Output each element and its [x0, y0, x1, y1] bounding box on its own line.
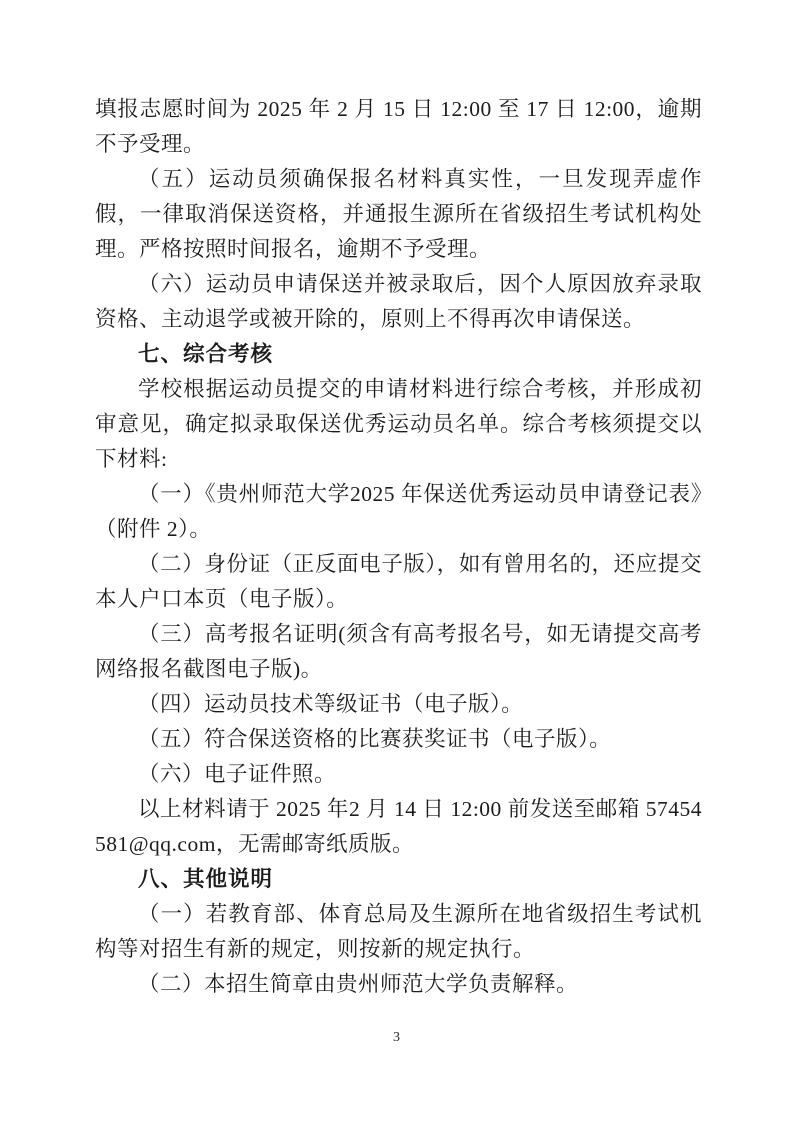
paragraph-deadline-continuation: 填报志愿时间为 2025 年 2 月 15 日 12:00 至 17 日 12:00，逾期不予受理。 [95, 97, 702, 156]
paragraph-email-submission: 以上材料请于 2025 年2 月 14 日 12:00 前发送至邮箱 57454581@qq.com，无需邮寄纸质版。 [95, 797, 702, 856]
paragraph-material-3-gaokao-proof: （三）高考报名证明(须含有高考报名号，如无请提交高考网络报名截图电子版)。 [95, 622, 702, 681]
paragraph-note-2-interpretation: （二）本招生简章由贵州师范大学负责解释。 [138, 972, 579, 996]
paragraph-item-5-authenticity: （五）运动员须确保报名材料真实性，一旦发现弄虚作假，一律取消保送资格，并通报生源所在省级招生考试机构处理。严格按照时间报名，逾期不予受理。 [95, 167, 702, 261]
paragraph-assessment-intro: 学校根据运动员提交的申请材料进行综合考核，并形成初审意见，确定拟录取保送优秀运动员名单。综合考核须提交以下材料: [95, 377, 702, 471]
section-heading-8-other-notes: 八、其他说明 [138, 867, 274, 891]
paragraph-material-6-photo: （六）电子证件照。 [138, 762, 337, 786]
paragraph-material-1-application-form: （一）《贵州师范大学2025 年保送优秀运动员申请登记表》（附件 2）。 [95, 482, 702, 541]
paragraph-material-2-id-card: （二）身份证（正反面电子版），如有曾用名的，还应提交本人户口本页（电子版）。 [95, 552, 702, 611]
paragraph-material-4-athlete-certificate: （四）运动员技术等级证书（电子版）。 [138, 692, 524, 716]
section-heading-7-comprehensive-assessment: 七、综合考核 [138, 342, 274, 366]
paragraph-material-5-award-certificate: （五）符合保送资格的比赛获奖证书（电子版）。 [138, 727, 612, 751]
document-body [95, 92, 702, 1002]
paragraph-note-1-new-regulations: （一）若教育部、体育总局及生源所在地省级招生考试机构等对招生有新的规定，则按新的规定执行。 [95, 902, 702, 961]
page-number: 3 [393, 1030, 400, 1045]
paragraph-item-6-reapply: （六）运动员申请保送并被录取后，因个人原因放弃录取资格、主动退学或被开除的，原则上不得再次申请保送。 [95, 272, 702, 331]
